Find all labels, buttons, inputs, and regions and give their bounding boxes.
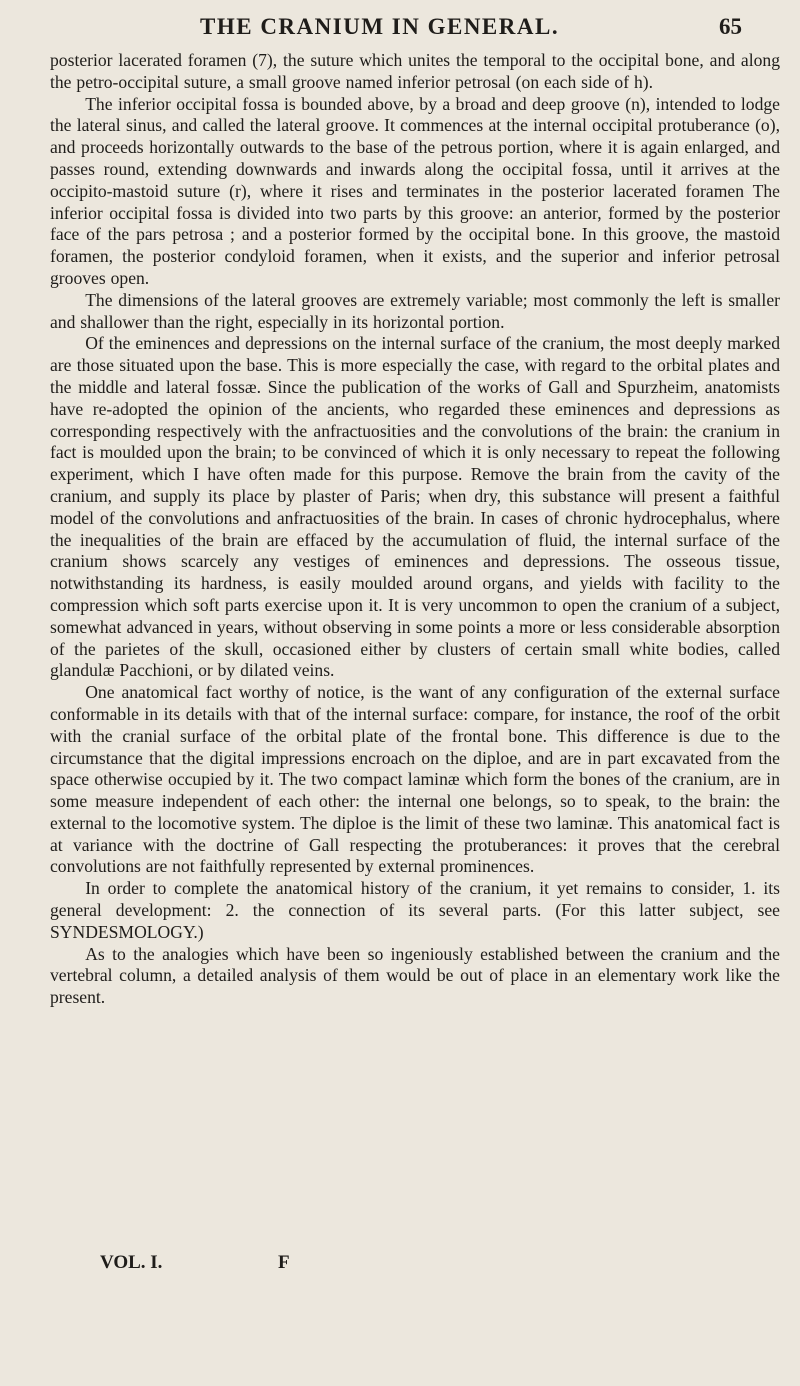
paragraph-groove-dimensions: The dimensions of the lateral grooves are extremely variable; most commonly the left is smaller and shallower than the right, especially in its horizontal portion.: [50, 289, 780, 332]
page-footer: [100, 1252, 330, 1278]
running-head: [60, 14, 750, 44]
body-text: [50, 50, 780, 1009]
page-number: 65: [719, 14, 742, 39]
paragraph-continued: posterior lacerated foramen (7), the suture which unites the temporal to the occipital bone, and along the petro-occipital suture, a small groove named inferior petrosal (on each side of h).: [50, 50, 780, 92]
paragraph-analogies: As to the analogies which have been so ingeniously established between the cranium and the vertebral column, a detailed analysis of them would be out of place in an elementary work like the present.: [50, 943, 780, 1008]
volume-label: VOL. I.: [100, 1252, 163, 1273]
signature-mark: F: [278, 1252, 290, 1273]
running-title: THE CRANIUM IN GENERAL.: [200, 14, 560, 39]
paragraph-anatomical-fact: One anatomical fact worthy of notice, is the want of any configuration of the external surface conformable in its details with that of the internal surface: compare, for instance, the roof of the orbit with the cranial surface of the orbital plate of the frontal bone. This difference is due to the circumstance that the digital impressions encroach on the diploe, and are in part excavated from the space otherwise occupied by it. The two compact laminæ which form the bones of the cranium, are in some measure independent of each other: the internal one belongs, so to speak, to the brain: the external to the locomotive system. The diploe is the limit of these two laminæ. This anatomical fact is at variance with the doctrine of Gall respecting the protuberances: it proves that the cerebral convolutions are not faithfully represented by external prominences.: [50, 682, 780, 877]
paragraph-eminences-depressions: Of the eminences and depressions on the internal surface of the cranium, the most deeply marked are those situated upon the base. This is more especially the case, with regard to the orbital plates and the middle and lateral fossæ. Since the publication of the works of Gall and Spurzheim, anatomists have re-adopted the opinion of the ancients, who regarded these eminences and depressions as corresponding respectively with the anfractuosities and the convolutions of the brain: the cranium in fact is moulded upon the brain; to be convinced of which it is only necessary to repeat the following experiment, which I have often made for this purpose. Remove the brain from the cavity of the cranium, and supply its place by plaster of Paris; when dry, this substance will present a faithful model of the convolutions and anfractuosities of the brain. In cases of chronic hydrocephalus, where the inequalities of the brain are effaced by the accumulation of fluid, the internal surface of the cranium shows scarcely any vestiges of eminences and depressions. The osseous tissue, notwithstanding its hardness, is easily moulded around organs, and yields with facility to the compression which soft parts exercise upon it. It is very uncommon to open the cranium of a subject, somewhat advanced in years, without observing in some points a more or less considerable absorption of the parietes of the skull, occasioned either by clusters of certain small white bodies, called glandulæ Pacchioni, or by dilated veins.: [50, 333, 780, 681]
paragraph-anatomical-history: In order to complete the anatomical history of the cranium, it yet remains to consider, 1. its general development: 2. the connection of its several parts. (For this latter subject, see SYNDESMOLOGY.): [50, 878, 780, 942]
paragraph-lateral-groove: The inferior occipital fossa is bounded above, by a broad and deep groove (n), intended to lodge the lateral sinus, and called the lateral groove. It commences at the internal occipital protuberance (o), and proceeds horizontally outwards to the base of the petrous portion, where it is again enlarged, and passes round, extending downwards and inwards along the occipital fossa, until it arrives at the occipito-mastoid suture (r), where it rises and terminates in the posterior lacerated foramen The inferior occipital fossa is divided into two parts by this groove: an anterior, formed by the posterior face of the pars petrosa ; and a posterior formed by the occipital bone. In this groove, the mastoid foramen, the posterior condyloid foramen, when it exists, and the superior and inferior petrosal grooves open.: [50, 93, 780, 288]
